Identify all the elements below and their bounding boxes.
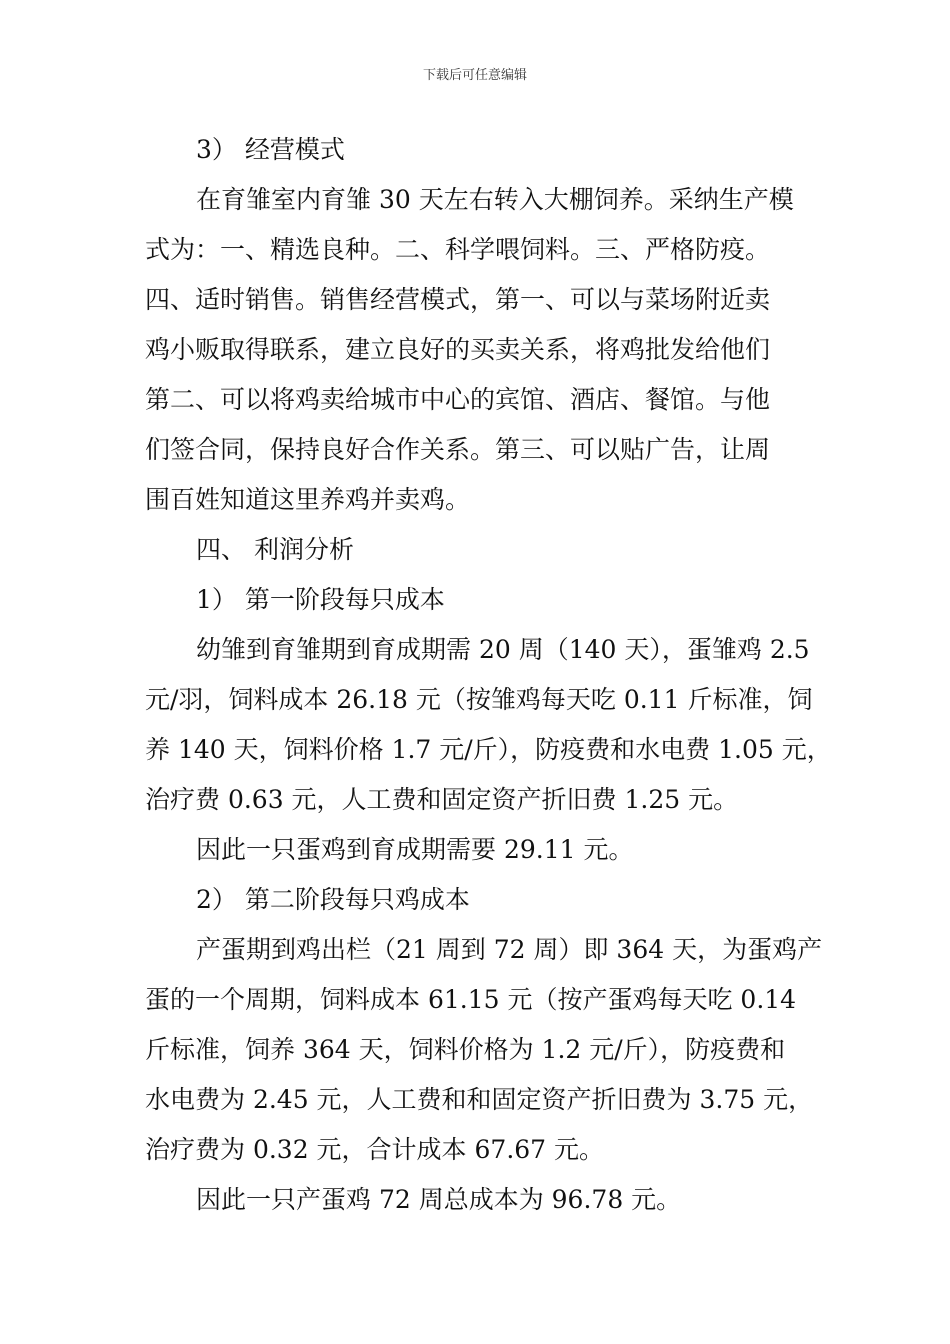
- paragraph-line: 四、适时销售。销售经营模式，第一、可以与菜场附近卖: [145, 285, 771, 314]
- paragraph-line: 养 140 天，饲料价格 1.7 元/斤），防疫费和水电费 1.05 元，: [145, 735, 832, 764]
- paragraph-line: 治疗费 0.63 元，人工费和固定资产折旧费 1.25 元。: [145, 785, 739, 814]
- paragraph-line: 产蛋期到鸡出栏（21 周到 72 周）即 364 天，为蛋鸡产: [196, 935, 823, 964]
- paragraph-line: 们签合同，保持良好合作关系。第三、可以贴广告，让周: [145, 435, 771, 464]
- paragraph-line: 元/羽，饲料成本 26.18 元（按雏鸡每天吃 0.11 斤标准，饲: [145, 685, 813, 714]
- paragraph-line: 围百姓知道这里养鸡并卖鸡。: [145, 485, 471, 514]
- section-heading-business-model: 3） 经营模式: [196, 135, 345, 164]
- subheading-stage-one: 1） 第一阶段每只成本: [196, 585, 445, 614]
- section-heading-profit-analysis: 四、 利润分析: [196, 535, 354, 564]
- paragraph-line: 水电费为 2.45 元，人工费和和固定资产折旧费为 3.75 元，: [145, 1085, 814, 1114]
- paragraph-line: 式为：一、精选良种。二、科学喂饲料。三、严格防疫。: [145, 235, 771, 264]
- paragraph-line: 鸡小贩取得联系，建立良好的买卖关系，将鸡批发给他们: [145, 335, 771, 364]
- paragraph-line: 幼雏到育雏期到育成期需 20 周（140 天），蛋雏鸡 2.5: [196, 635, 810, 664]
- subheading-stage-two: 2） 第二阶段每只鸡成本: [196, 885, 470, 914]
- page-header: 下载后可任意编辑: [422, 68, 527, 83]
- paragraph-line: 第二、可以将鸡卖给城市中心的宾馆、酒店、餐馆。与他: [145, 385, 771, 414]
- paragraph-line: 在育雏室内育雏 30 天左右转入大棚饲养。采纳生产模: [196, 185, 794, 214]
- paragraph-line: 蛋的一个周期，饲料成本 61.15 元（按产蛋鸡每天吃 0.14: [145, 985, 797, 1014]
- paragraph-line: 斤标准，饲养 364 天，饲料价格为 1.2 元/斤），防疫费和: [145, 1035, 786, 1064]
- paragraph-line: 因此一只蛋鸡到育成期需要 29.11 元。: [196, 835, 634, 864]
- paragraph-line: 因此一只产蛋鸡 72 周总成本为 96.78 元。: [196, 1185, 682, 1214]
- paragraph-line: 治疗费为 0.32 元，合计成本 67.67 元。: [145, 1135, 605, 1164]
